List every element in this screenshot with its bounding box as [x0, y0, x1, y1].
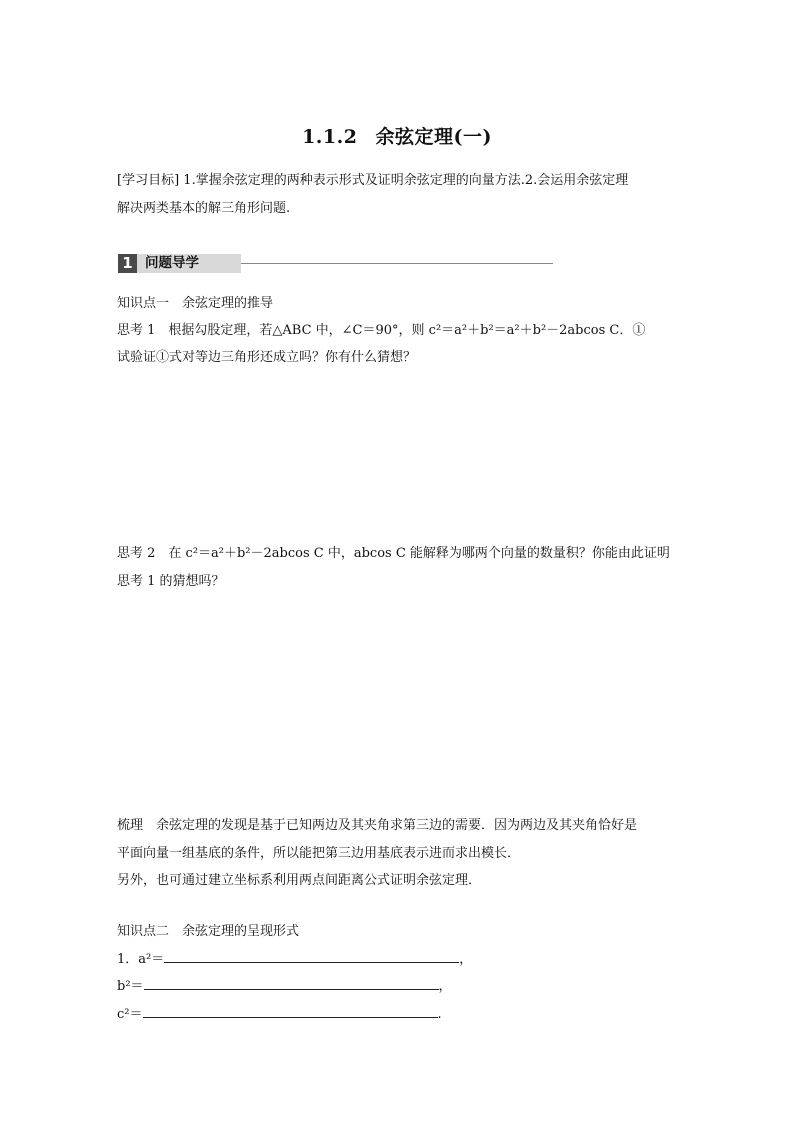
formula-b-blank[interactable]: [144, 975, 439, 990]
page-title: [0, 122, 794, 149]
section-number: 1: [118, 254, 137, 273]
section-divider: [241, 263, 553, 264]
formula-a-label: 1．a²＝: [117, 952, 165, 967]
think2-line2: 思考 1 的猜想吗？: [117, 574, 225, 589]
title-text: 余弦定理(一): [375, 126, 492, 148]
formula-a-suffix: ，: [459, 952, 473, 967]
formula-b-row: [117, 973, 452, 1000]
formula-a-row: [117, 946, 472, 973]
goals-tag: [学习目标]: [117, 173, 180, 188]
goals-line2: 解决两类基本的解三角形问题.: [117, 201, 291, 216]
think2-line1: 思考 2 在 c²＝a²＋b²－2abcos C 中，abcos C 能解释为哪两个向量的数量积？你能由此证明: [117, 546, 670, 561]
formula-c-suffix: .: [437, 1007, 442, 1022]
section-title: 问题导学: [137, 254, 241, 273]
think1-line1: 思考 1 根据勾股定理，若△ABC 中，∠C＝90°，则 c²＝a²＋b²＝a²＋b²－2abcos C．①: [117, 323, 646, 338]
goals-line1: 1.掌握余弦定理的两种表示形式及证明余弦定理的向量方法.2.会运用余弦定理: [183, 173, 629, 188]
formula-c-blank[interactable]: [143, 1003, 438, 1018]
kp2-heading: 知识点二 余弦定理的呈现形式: [117, 924, 300, 939]
summary-line2: 平面向量一组基底的条件，所以能把第三边用基底表示进而求出模长．: [117, 846, 521, 861]
summary-line3: 另外，也可通过建立坐标系利用两点间距离公式证明余弦定理．: [117, 873, 482, 888]
formula-c-row: [117, 1001, 442, 1028]
title-number: 1.1.2: [302, 126, 358, 148]
think1-line2: 试验证①式对等边三角形还成立吗？你有什么猜想？: [117, 350, 417, 365]
formula-a-blank[interactable]: [164, 948, 459, 963]
kp1-heading: 知识点一 余弦定理的推导: [117, 296, 274, 311]
formula-c-label: c²＝: [117, 1007, 143, 1022]
learning-goals: [117, 167, 628, 194]
formula-b-suffix: ，: [438, 979, 452, 994]
formula-b-label: b²＝: [117, 979, 144, 994]
summary-line1: 梳理 余弦定理的发现是基于已知两边及其夹角求第三边的需要．因为两边及其夹角恰好是: [117, 818, 638, 833]
